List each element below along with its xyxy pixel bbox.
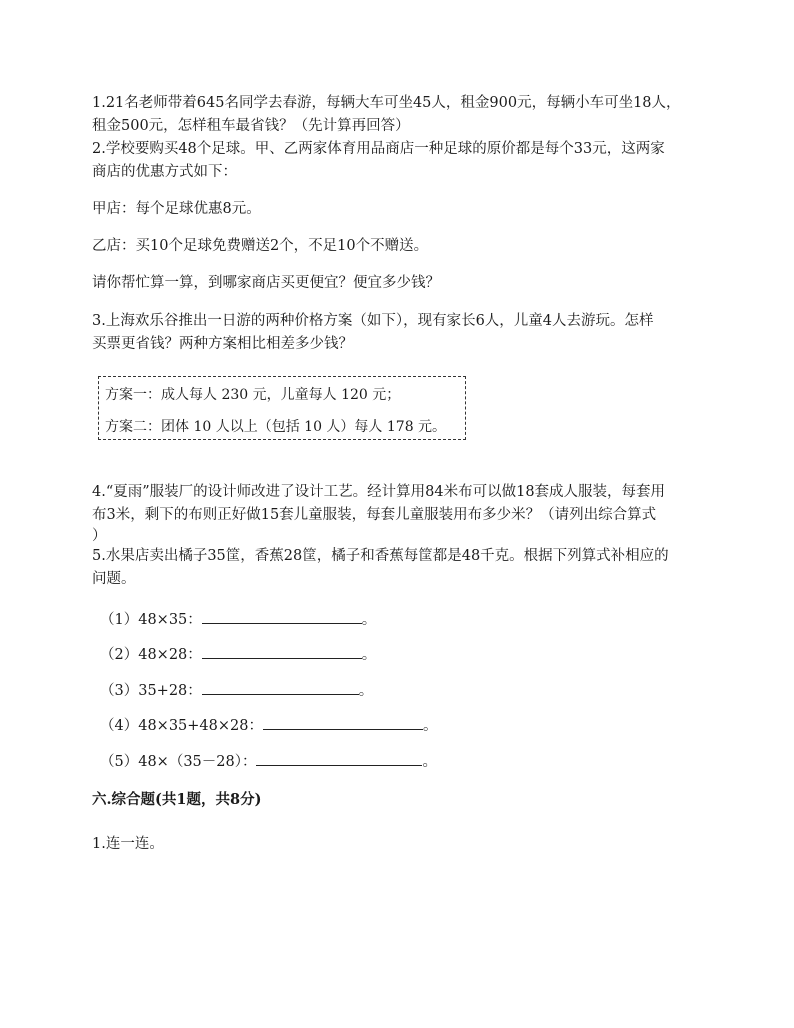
q3-text-line1: 3.上海欢乐谷推出一日游的两种价格方案（如下），现有家长6人，儿童4人去游玩。怎样 xyxy=(92,313,654,329)
q5-item-1-answer-blank[interactable] xyxy=(202,608,362,624)
q4-text-line2: 布3米，剩下的布则正好做15套儿童服装，每套儿童服装用布多少米？（请列出综合算式 xyxy=(92,507,657,523)
q5-item-2 xyxy=(100,643,376,665)
q2-question: 请你帮忙算一算，到哪家商店买更便宜？便宜多少钱？ xyxy=(92,275,440,291)
q5-item-1-end: 。 xyxy=(361,612,377,628)
q5-item-5-answer-blank[interactable] xyxy=(256,750,422,766)
q5-item-2-label: （2）48×28： xyxy=(100,647,202,663)
q2-store-b: 乙店：买10个足球免费赠送2个，不足10个不赠送。 xyxy=(92,238,429,254)
q5-item-5 xyxy=(100,750,437,772)
q5-item-1 xyxy=(100,608,376,630)
q2-text-line1: 2.学校要购买48个足球。甲、乙两家体育用品商店一种足球的原价都是每个33元，这两家 xyxy=(92,141,665,157)
q5-item-4-end: 。 xyxy=(422,718,438,734)
q2-store-a: 甲店：每个足球优惠8元。 xyxy=(92,201,261,217)
q5-item-3-label: （3）35+28： xyxy=(100,683,202,699)
section-six-q1: 1.连一连。 xyxy=(92,836,164,852)
section-six-heading: 六.综合题(共1题，共8分) xyxy=(92,791,262,808)
q5-item-3-end: 。 xyxy=(358,683,374,699)
q4-text-line1: 4.“夏雨”服装厂的设计师改进了设计工艺。经计算用84米布可以做18套成人服装，每套用 xyxy=(92,484,666,500)
q5-item-4-answer-blank[interactable] xyxy=(263,714,423,730)
q5-item-2-answer-blank[interactable] xyxy=(202,643,362,659)
q5-item-4-label: （4）48×35+48×28： xyxy=(100,718,263,734)
plan-two: 方案二：团体 10 人以上（包括 10 人）每人 178 元。 xyxy=(105,419,447,435)
q2-text-line2: 商店的优惠方式如下： xyxy=(92,164,237,180)
price-plan-box xyxy=(98,376,466,440)
q5-item-5-label: （5）48×（35－28）： xyxy=(100,754,257,770)
q1-text-line2: 租金500元，怎样租车最省钱？（先计算再回答） xyxy=(92,118,410,134)
plan-one: 方案一：成人每人 230 元，儿童每人 120 元； xyxy=(105,387,401,403)
q5-text-line1: 5.水果店卖出橘子35筐，香蕉28筐，橘子和香蕉每筐都是48千克。根据下列算式补相应的 xyxy=(92,548,669,564)
q5-item-2-end: 。 xyxy=(361,647,377,663)
q1-text-line1: 1.21名老师带着645名同学去春游，每辆大车可坐45人，租金900元，每辆小车可坐18人， xyxy=(92,95,681,111)
q5-item-4 xyxy=(100,714,437,736)
q5-item-3-answer-blank[interactable] xyxy=(202,679,359,695)
q5-item-5-end: 。 xyxy=(422,754,437,770)
q5-text-line2: 问题。 xyxy=(92,571,136,587)
q5-item-1-label: （1）48×35： xyxy=(100,612,202,628)
q5-item-3 xyxy=(100,679,373,701)
q4-text-line3: ） xyxy=(92,528,107,544)
q3-text-line2: 买票更省钱？两种方案相比相差多少钱？ xyxy=(92,336,353,352)
